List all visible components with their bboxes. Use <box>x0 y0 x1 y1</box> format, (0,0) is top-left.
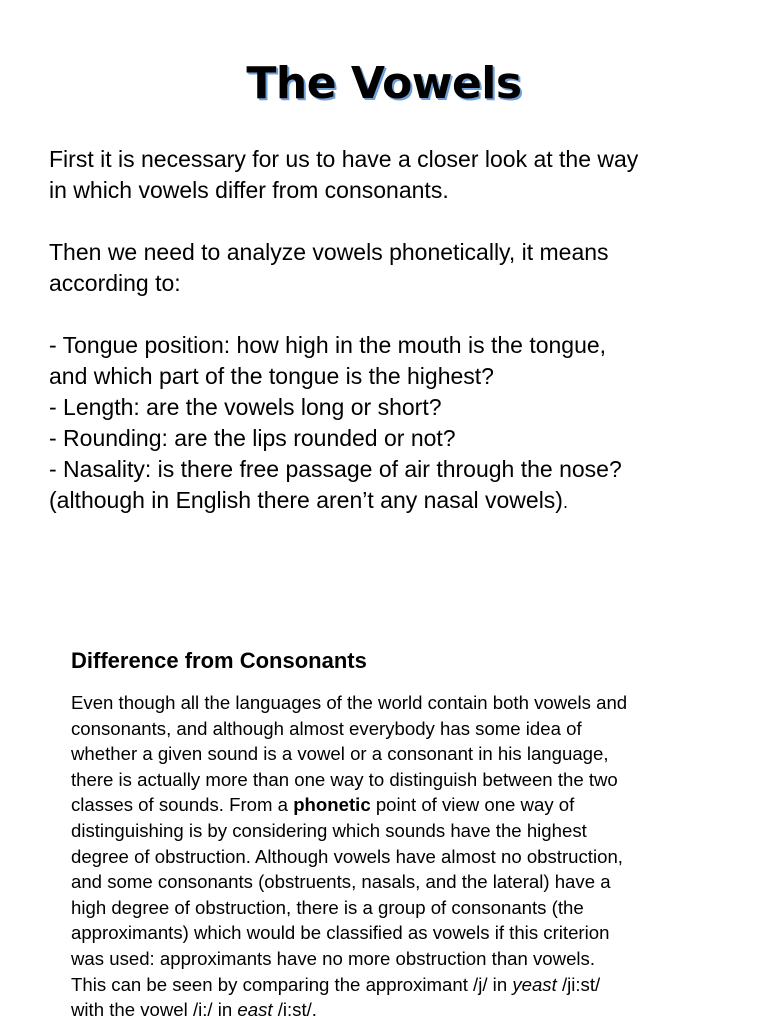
criteria-item-nasality: - Nasality: is there free passage of air through the nose? <box>49 456 622 482</box>
body-line: approximants) which would be classified as vowels if this criterion <box>71 922 610 944</box>
intro-line: in which vowels differ from consonants. <box>49 177 449 203</box>
criteria-item-tongue-position: - Tongue position: how high in the mouth is the tongue, <box>49 332 607 358</box>
body-text: This can be seen by comparing the approximant /j/ in <box>71 973 513 995</box>
paragraph-gap <box>49 299 749 330</box>
section-heading: Difference from Consonants <box>71 648 367 673</box>
example-word-yeast: yeast <box>512 973 557 995</box>
body-line: whether a given sound is a vowel or a consonant in his language, <box>71 743 609 765</box>
body-text: point of view one way of <box>370 794 575 816</box>
body-line: distinguishing is by considering which sounds have the highest <box>71 819 587 841</box>
intro-line: First it is necessary for us to have a closer look at the way <box>49 146 639 172</box>
body-line <box>71 792 731 818</box>
body-line: and some consonants (obstruents, nasals, and the lateral) have a <box>71 871 611 893</box>
nasality-note-period: . <box>562 492 568 512</box>
criteria-item-rounding: - Rounding: are the lips rounded or not? <box>49 425 456 451</box>
difference-section <box>71 646 731 1023</box>
body-text: /i:st/. <box>272 999 317 1021</box>
nasality-note-text: (although in English there aren’t any nasal vowels) <box>49 487 563 513</box>
criteria-item-length: - Length: are the vowels long or short? <box>49 394 442 420</box>
criteria-item-nasality-note <box>49 485 749 518</box>
body-text: with the vowel /i:/ in <box>71 999 238 1021</box>
body-text: classes of sounds. From a <box>71 794 294 816</box>
intro-line: Then we need to analyze vowels phonetically, it means <box>49 239 609 265</box>
body-line: Even though all the languages of the world contain both vowels and <box>71 692 628 713</box>
intro-text-block <box>49 144 749 518</box>
body-line: consonants, and although almost everybody has some idea of <box>71 717 582 739</box>
body-text: /ji:st/ <box>556 973 601 995</box>
paragraph-gap <box>49 206 749 237</box>
example-word-east: east <box>237 999 273 1021</box>
body-line: was used: approximants have no more obstruction than vowels. <box>71 947 596 969</box>
slide-title: The Vowels <box>246 58 522 109</box>
body-line <box>71 972 731 998</box>
body-line: high degree of obstruction, there is a group of consonants (the <box>71 896 584 918</box>
intro-line: according to: <box>49 270 181 296</box>
body-line: there is actually more than one way to distinguish between the two <box>71 768 618 790</box>
section-body <box>71 690 731 1023</box>
body-line: degree of obstruction. Although vowels have almost no obstruction, <box>71 845 623 867</box>
body-line <box>71 997 731 1023</box>
phonetic-term: phonetic <box>293 794 371 816</box>
criteria-item-tongue-position-cont: and which part of the tongue is the highest? <box>49 363 494 389</box>
